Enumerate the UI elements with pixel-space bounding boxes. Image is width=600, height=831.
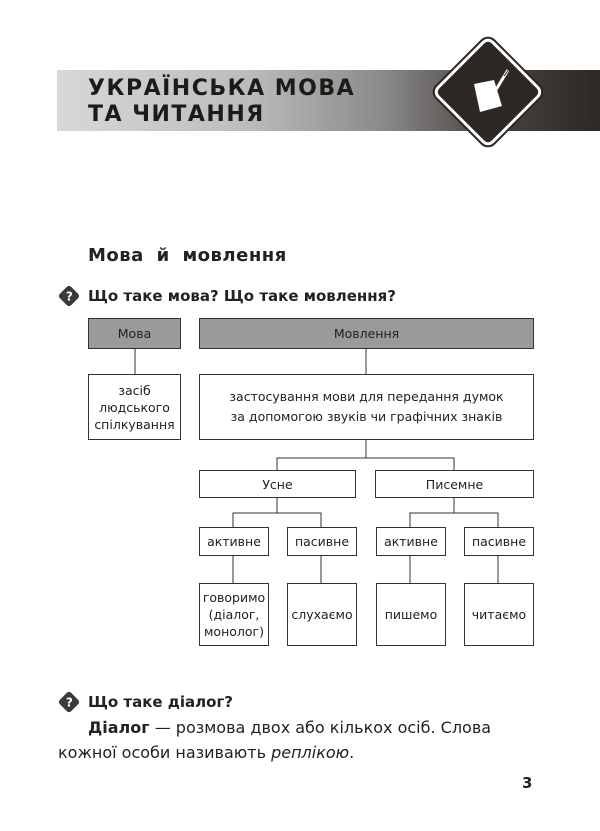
mova-header: Мова — [88, 318, 181, 349]
definition-text-2: особи називають — [121, 743, 272, 762]
dialog-definition — [58, 715, 538, 765]
type-box: активне — [199, 527, 269, 556]
leaf-line: монолог) — [204, 624, 264, 639]
movlennia-def-line: за допомогою звуків чи графічних знаків — [230, 409, 503, 424]
mova-def-line: засіб — [118, 382, 151, 398]
question-1-text: Що таке мова? Що таке мовлення? — [88, 287, 396, 305]
question-2-text: Що таке діалог? — [88, 693, 234, 711]
type-box: пасивне — [464, 527, 534, 556]
question-icon: ? — [58, 691, 81, 714]
term: Діалог — [88, 718, 150, 737]
question-2 — [58, 693, 233, 711]
page-number: 3 — [522, 774, 533, 792]
subject-title-line1: УКРАЇНСЬКА МОВА — [88, 76, 356, 101]
leaf-line: говоримо — [202, 590, 266, 605]
question-icon: ? — [58, 285, 81, 308]
mova-def-line: людського — [99, 399, 170, 415]
type-box: пасивне — [287, 527, 357, 556]
movlennia-def-line: застосування мови для передання думок — [229, 389, 504, 404]
written-speech-box: Писемне — [375, 470, 534, 498]
leaf-box — [199, 583, 269, 646]
leaf-box: пишемо — [376, 583, 446, 646]
term-italic: реплікою — [271, 743, 350, 762]
subject-title-line2: ТА ЧИТАННЯ — [88, 102, 265, 127]
type-box: активне — [376, 527, 446, 556]
movlennia-definition — [199, 374, 534, 440]
oral-speech-box: Усне — [199, 470, 356, 498]
leaf-box: читаємо — [464, 583, 534, 646]
mova-def-line: спілкування — [94, 416, 175, 432]
leaf-line: (діалог, — [208, 607, 260, 622]
mova-definition — [88, 374, 181, 440]
leaf-box: слухаємо — [287, 583, 357, 646]
definition-end: . — [349, 743, 355, 762]
definition-text: — розмова двох або кількох осіб. Слова кожної — [58, 718, 492, 762]
section-title: Мова й мовлення — [88, 245, 287, 266]
movlennia-header: Мовлення — [199, 318, 534, 349]
